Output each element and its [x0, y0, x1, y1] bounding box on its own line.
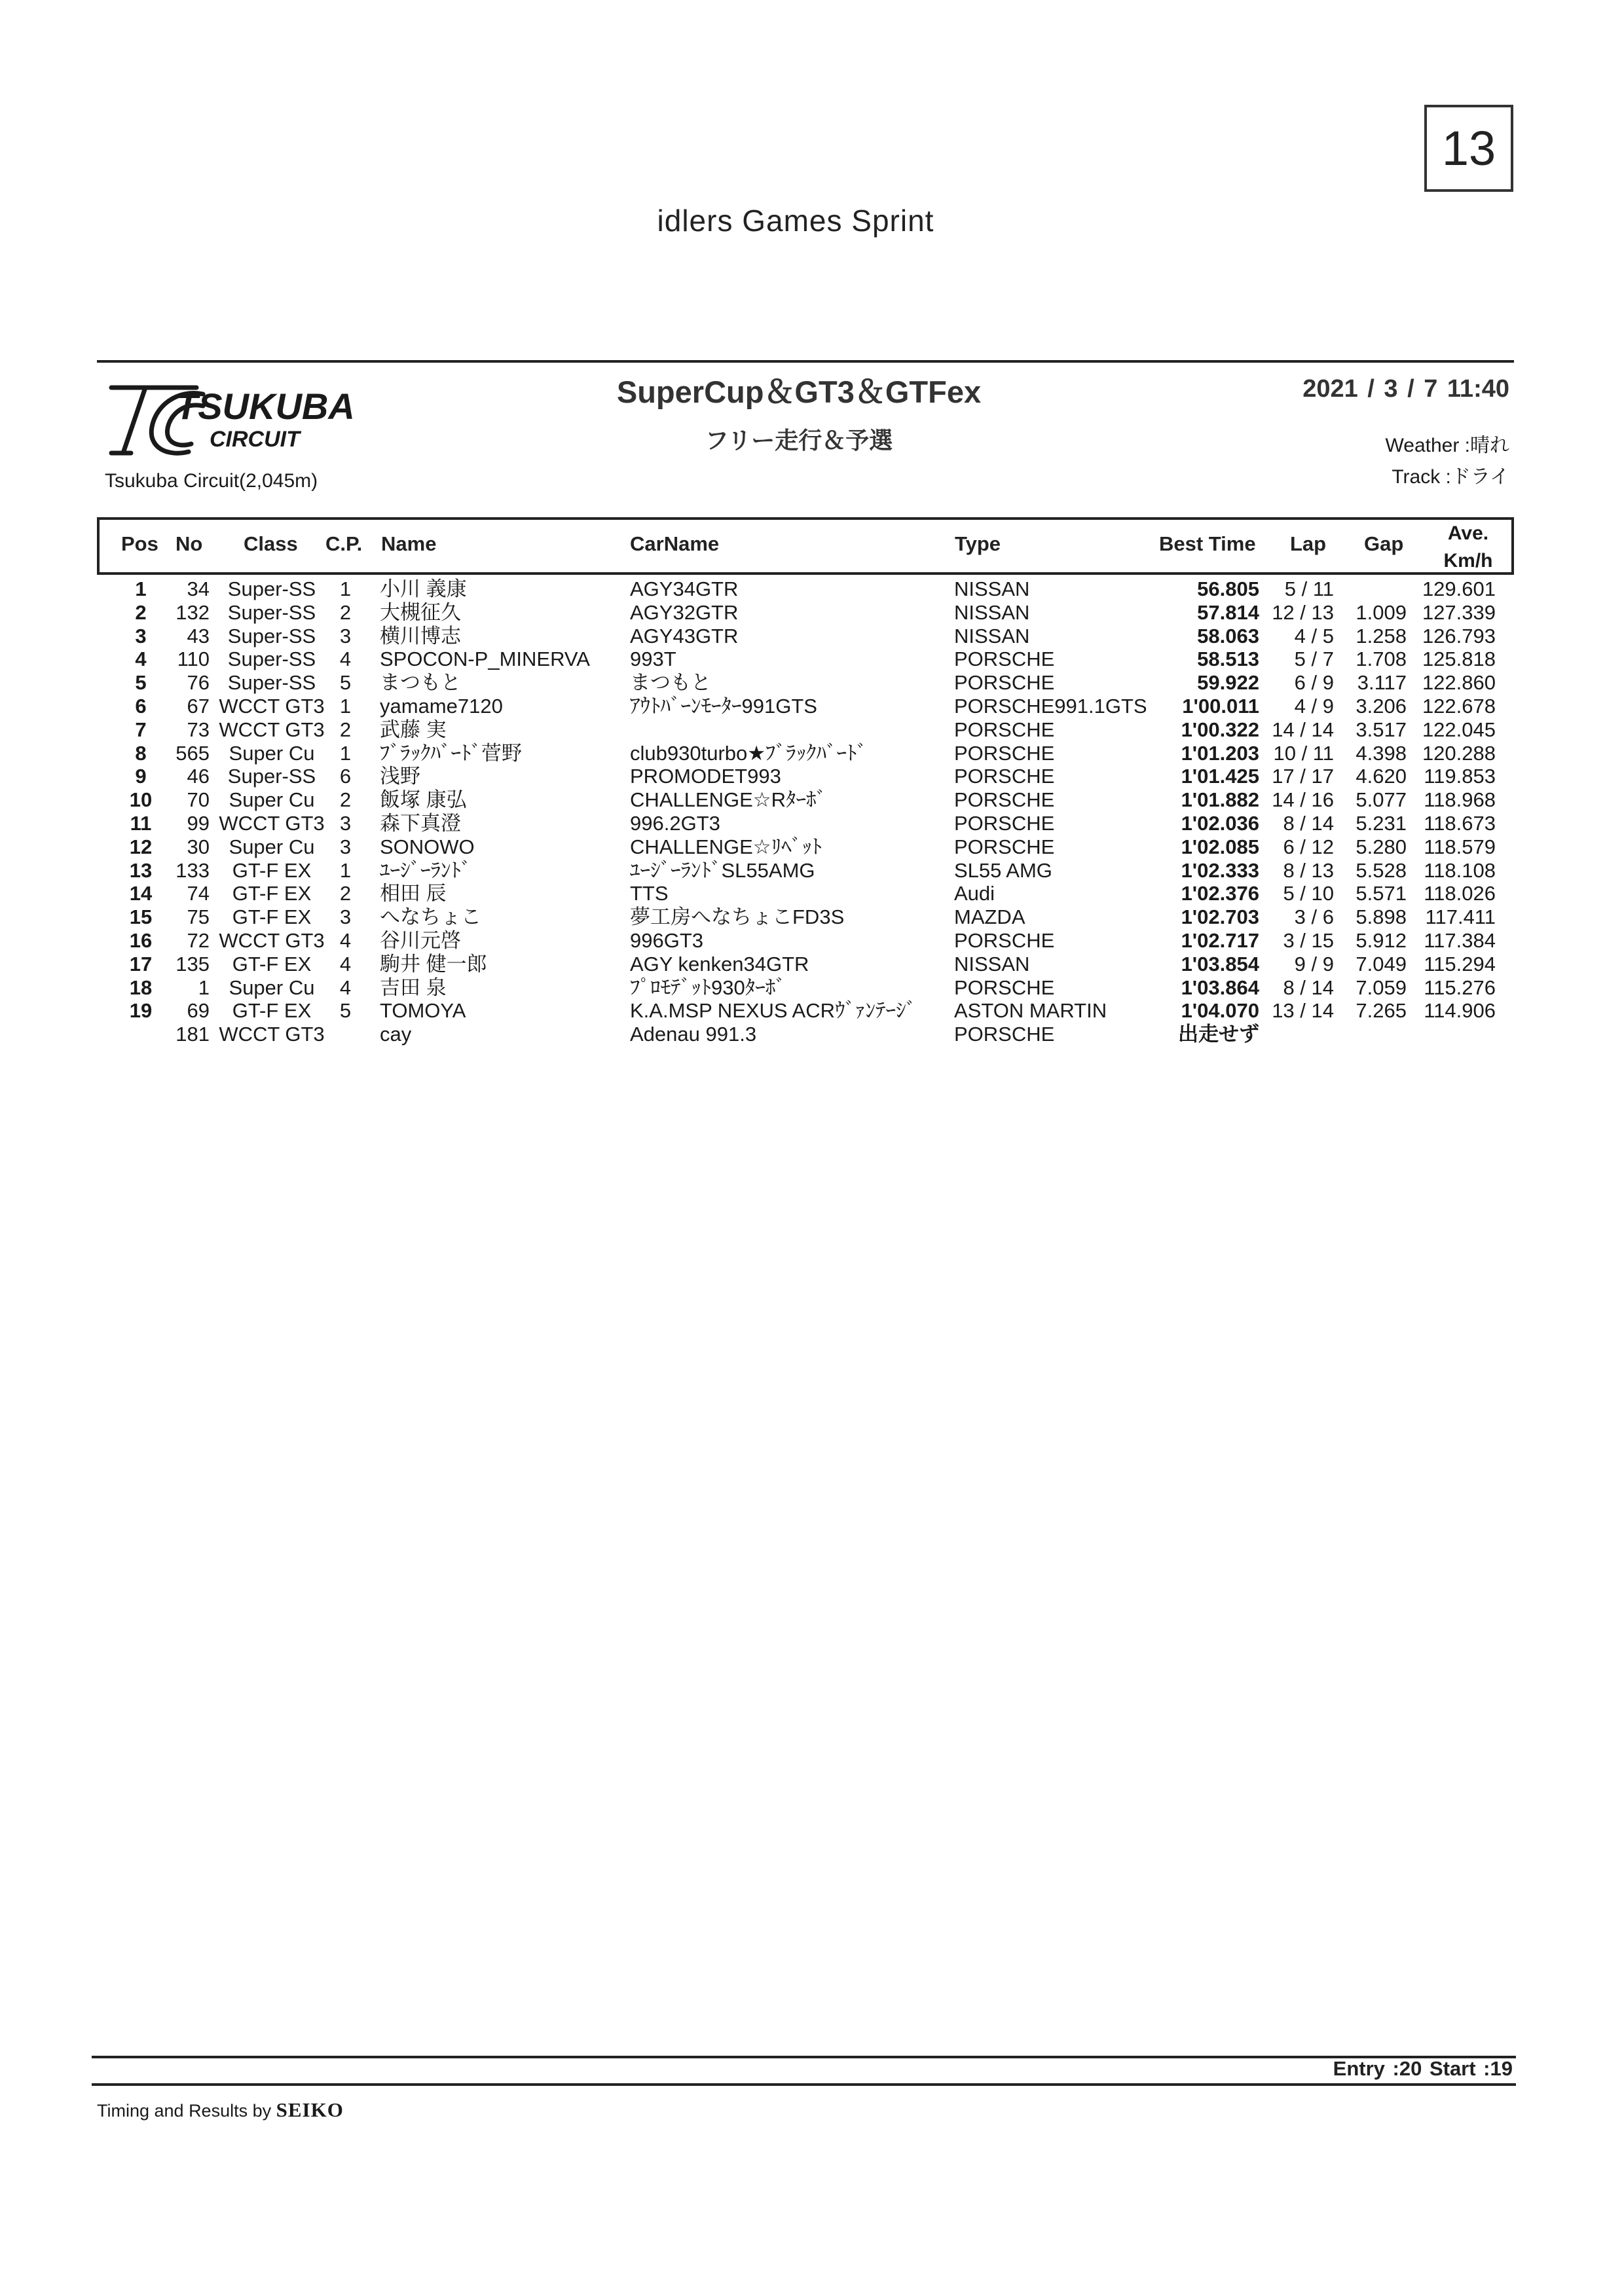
- cell-gap: 5.528: [1356, 858, 1407, 882]
- cell-name: 小川 義康: [380, 577, 467, 600]
- cell-ave: 125.818: [1422, 647, 1496, 671]
- cell-class: Super Cu: [229, 975, 315, 999]
- cell-carname: CHALLENGE☆ﾘﾍﾞｯﾄ: [630, 835, 822, 858]
- cell-type: ASTON MARTIN: [954, 999, 1107, 1023]
- cell-name: まつもと: [380, 671, 461, 695]
- cell-best-time: 1'02.085: [1181, 835, 1259, 858]
- cell-type: NISSAN: [954, 577, 1030, 600]
- cell-carname: AGY32GTR: [630, 600, 739, 624]
- cell-pos: 19: [129, 999, 153, 1023]
- cell-best-time: 58.513: [1197, 647, 1259, 671]
- cell-type: NISSAN: [954, 952, 1030, 975]
- cell-lap: 8 / 14: [1283, 811, 1334, 835]
- cell-best-time: 1'04.070: [1181, 999, 1259, 1023]
- cell-lap: 3 / 6: [1294, 905, 1334, 929]
- cell-no: 133: [175, 858, 210, 882]
- cell-name: 浅野: [380, 765, 420, 788]
- cell-carname: 996GT3: [630, 928, 704, 952]
- seiko-brand: SEIKO: [276, 2098, 344, 2121]
- cell-ave: 115.276: [1424, 975, 1496, 999]
- cell-carname: AGY34GTR: [630, 577, 739, 600]
- cell-carname: ﾌﾟﾛﾓﾃﾞｯﾄ930ﾀｰﾎﾞ: [630, 975, 786, 999]
- cell-no: 46: [187, 765, 210, 788]
- cell-no: 181: [175, 1023, 210, 1046]
- cell-no: 565: [175, 741, 210, 765]
- cell-pos: 5: [135, 671, 147, 695]
- cell-carname: TTS: [630, 882, 669, 905]
- header-lap: Lap: [1290, 532, 1327, 555]
- cell-lap: 5 / 7: [1294, 647, 1334, 671]
- cell-carname: CHALLENGE☆Rﾀｰﾎﾞ: [630, 788, 826, 812]
- cell-class: Super-SS: [227, 647, 316, 671]
- cell-lap: 10 / 11: [1273, 741, 1334, 765]
- cell-carname: 993T: [630, 647, 676, 671]
- cell-lap: 8 / 13: [1283, 858, 1334, 882]
- header-rule: [97, 360, 1514, 363]
- table-row: [0, 929, 1624, 953]
- cell-best-time: 1'01.425: [1181, 765, 1259, 788]
- footer-rule-top: [92, 2056, 1516, 2058]
- header-carname: CarName: [630, 532, 720, 555]
- cell-no: 75: [187, 905, 210, 929]
- table-row: [0, 1023, 1624, 1046]
- weather-label: Weather :晴れ: [1385, 435, 1509, 456]
- cell-cp: 5: [339, 999, 352, 1023]
- cell-ave: 126.793: [1422, 624, 1496, 647]
- cell-name: 飯塚 康弘: [380, 788, 467, 812]
- cell-type: PORSCHE: [954, 835, 1055, 858]
- cell-cp: 1: [339, 858, 352, 882]
- footer-rule-bottom: [92, 2083, 1516, 2086]
- cell-no: 70: [187, 788, 210, 812]
- cell-lap: 3 / 15: [1283, 928, 1334, 952]
- cell-type: NISSAN: [954, 600, 1030, 624]
- cell-name: yamame7120: [380, 694, 503, 718]
- cell-ave: 115.294: [1424, 952, 1496, 975]
- cell-cp: 3: [339, 905, 352, 929]
- results-table: [0, 577, 1624, 1046]
- cell-gap: 5.231: [1356, 811, 1407, 835]
- cell-class: GT-F EX: [232, 882, 312, 905]
- table-row: [0, 742, 1624, 765]
- cell-class: GT-F EX: [232, 858, 312, 882]
- cell-gap: 4.620: [1356, 765, 1407, 788]
- cell-best-time: 出走せず: [1178, 1023, 1259, 1046]
- header-gap: Gap: [1364, 532, 1404, 555]
- cell-cp: 1: [339, 694, 352, 718]
- cell-gap: 7.049: [1356, 952, 1407, 975]
- cell-gap: 4.398: [1356, 741, 1407, 765]
- cell-pos: 18: [129, 975, 153, 999]
- cell-best-time: 1'02.703: [1181, 905, 1259, 929]
- cell-class: GT-F EX: [232, 952, 312, 975]
- header-best-time: Best Time: [1159, 532, 1256, 555]
- cell-name: 横川博志: [380, 624, 461, 647]
- cell-ave: 118.026: [1424, 882, 1496, 905]
- cell-type: PORSCHE: [954, 647, 1055, 671]
- cell-gap: 7.059: [1356, 975, 1407, 999]
- table-row: [0, 601, 1624, 625]
- cell-no: 132: [175, 600, 210, 624]
- timing-credit: [97, 2098, 344, 2122]
- table-row: [0, 999, 1624, 1023]
- cell-best-time: 59.922: [1197, 671, 1259, 695]
- cell-carname: ﾕｰｼﾞｰﾗﾝﾄﾞSL55AMG: [630, 858, 815, 882]
- cell-no: 76: [187, 671, 210, 695]
- cell-type: PORSCHE: [954, 811, 1055, 835]
- cell-best-time: 57.814: [1197, 600, 1259, 624]
- cell-carname: まつもと: [630, 671, 711, 695]
- cell-best-time: 1'00.322: [1181, 718, 1259, 741]
- cell-name: 大槻征久: [380, 600, 461, 624]
- cell-no: 99: [187, 811, 210, 835]
- cell-pos: 10: [129, 788, 153, 812]
- table-row: [0, 905, 1624, 929]
- cell-best-time: 1'00.011: [1182, 694, 1259, 718]
- session-datetime: 2021 / 3 / 7 11:40: [1302, 375, 1509, 403]
- cell-best-time: 56.805: [1197, 577, 1259, 600]
- cell-no: 110: [177, 647, 210, 671]
- cell-ave: 122.045: [1422, 718, 1496, 741]
- cell-best-time: 1'02.376: [1181, 882, 1259, 905]
- table-row: [0, 695, 1624, 718]
- table-row: [0, 859, 1624, 883]
- cell-type: PORSCHE: [954, 1023, 1055, 1046]
- cell-gap: 7.265: [1356, 999, 1407, 1023]
- cell-class: Super Cu: [229, 835, 315, 858]
- cell-ave: 122.860: [1422, 671, 1496, 695]
- cell-class: WCCT GT3: [219, 811, 325, 835]
- table-row: [0, 976, 1624, 1000]
- cell-cp: 5: [339, 671, 352, 695]
- cell-gap: 3.517: [1356, 718, 1407, 741]
- cell-name: ﾕｰｼﾞｰﾗﾝﾄﾞ: [380, 858, 471, 882]
- cell-best-time: 58.063: [1197, 624, 1259, 647]
- cell-gap: 5.912: [1356, 928, 1407, 952]
- entry-start-count: Entry :20 Start :19: [1333, 2057, 1513, 2080]
- cell-pos: 7: [135, 718, 147, 741]
- cell-name: 相田 辰: [380, 882, 447, 905]
- cell-carname: K.A.MSP NEXUS ACRｳﾞｧﾝﾃｰｼﾞ: [630, 999, 916, 1023]
- cell-class: WCCT GT3: [219, 928, 325, 952]
- cell-gap: 5.077: [1356, 788, 1407, 812]
- cell-lap: 6 / 9: [1294, 671, 1334, 695]
- cell-pos: 8: [135, 741, 147, 765]
- cell-ave: 118.673: [1424, 811, 1496, 835]
- cell-lap: 14 / 16: [1272, 788, 1334, 812]
- cell-type: PORSCHE: [954, 741, 1055, 765]
- cell-name: SONOWO: [380, 835, 475, 858]
- cell-best-time: 1'02.036: [1181, 811, 1259, 835]
- cell-carname: AGY kenken34GTR: [630, 952, 809, 975]
- cell-gap: 5.898: [1356, 905, 1407, 929]
- header-no: No: [175, 532, 203, 555]
- cell-name: cay: [380, 1023, 412, 1046]
- cell-ave: 114.906: [1424, 999, 1496, 1023]
- cell-lap: 13 / 14: [1272, 999, 1334, 1023]
- timing-credit-text: Timing and Results by: [97, 2101, 276, 2121]
- cell-no: 43: [187, 624, 210, 647]
- cell-gap: 3.117: [1357, 671, 1407, 695]
- header-class: Class: [244, 532, 298, 555]
- cell-pos: 6: [135, 694, 147, 718]
- event-title: idlers Games Sprint: [657, 204, 934, 238]
- track-condition-label: Track :ドライ: [1392, 466, 1509, 488]
- cell-ave: 120.288: [1422, 741, 1496, 765]
- cell-lap: 17 / 17: [1272, 765, 1334, 788]
- cell-lap: 5 / 10: [1283, 882, 1334, 905]
- table-row: [0, 671, 1624, 695]
- cell-pos: 1: [135, 577, 147, 600]
- cell-ave: 117.411: [1425, 905, 1496, 929]
- cell-pos: 16: [129, 928, 153, 952]
- header-cp: C.P.: [325, 532, 363, 555]
- cell-lap: 12 / 13: [1272, 600, 1334, 624]
- table-row: [0, 812, 1624, 835]
- cell-class: WCCT GT3: [219, 1023, 325, 1046]
- cell-type: PORSCHE991.1GTS: [954, 694, 1147, 718]
- cell-gap: 3.206: [1356, 694, 1407, 718]
- header-ave-label: Ave.: [1447, 522, 1489, 544]
- table-row: [0, 882, 1624, 905]
- cell-name: 駒井 健一郎: [380, 952, 487, 975]
- cell-lap: 4 / 5: [1294, 624, 1334, 647]
- cell-cp: 3: [339, 811, 352, 835]
- cell-lap: 8 / 14: [1283, 975, 1334, 999]
- cell-ave: 127.339: [1422, 600, 1496, 624]
- cell-ave: 117.384: [1424, 928, 1496, 952]
- cell-ave: 119.853: [1424, 765, 1496, 788]
- cell-no: 34: [187, 577, 210, 600]
- cell-name: 吉田 泉: [380, 975, 447, 999]
- cell-name: 森下真澄: [380, 811, 461, 835]
- table-row: [0, 577, 1624, 601]
- header-type: Type: [955, 532, 1001, 555]
- cell-cp: 1: [339, 577, 352, 600]
- cell-type: PORSCHE: [954, 718, 1055, 741]
- cell-class: GT-F EX: [232, 905, 312, 929]
- cell-gap: 1.708: [1356, 647, 1407, 671]
- cell-carname: Adenau 991.3: [630, 1023, 757, 1046]
- table-row: [0, 788, 1624, 812]
- session-title: SuperCup＆GT3＆GTFex: [616, 374, 982, 409]
- table-row: [0, 953, 1624, 976]
- cell-name: ﾌﾞﾗｯｸﾊﾞｰﾄﾞ菅野: [380, 741, 522, 765]
- cell-cp: 2: [339, 788, 352, 812]
- cell-class: Super-SS: [227, 624, 316, 647]
- cell-class: Super-SS: [227, 600, 316, 624]
- cell-carname: club930turbo★ﾌﾞﾗｯｸﾊﾞｰﾄﾞ: [630, 741, 868, 765]
- cell-pos: 13: [129, 858, 153, 882]
- table-row: [0, 625, 1624, 648]
- cell-no: 73: [187, 718, 210, 741]
- cell-cp: 2: [339, 600, 352, 624]
- cell-gap: 1.258: [1356, 624, 1407, 647]
- cell-carname: AGY43GTR: [630, 624, 739, 647]
- cell-gap: 1.009: [1356, 600, 1407, 624]
- cell-ave: 122.678: [1422, 694, 1496, 718]
- cell-type: PORSCHE: [954, 788, 1055, 812]
- header-ave: [1422, 520, 1514, 575]
- page-number: 13: [1424, 105, 1513, 192]
- cell-cp: 4: [339, 975, 352, 999]
- cell-lap: 5 / 11: [1284, 577, 1334, 600]
- cell-best-time: 1'02.333: [1181, 858, 1259, 882]
- table-row: [0, 647, 1624, 671]
- cell-cp: 3: [339, 624, 352, 647]
- cell-name: 武藤 実: [380, 718, 447, 741]
- circuit-name: Tsukuba Circuit(2,045m): [105, 470, 318, 492]
- cell-no: 30: [187, 835, 210, 858]
- cell-class: Super Cu: [229, 788, 315, 812]
- cell-type: PORSCHE: [954, 975, 1055, 999]
- session-subtitle: フリー走行＆予選: [705, 427, 893, 454]
- cell-lap: 6 / 12: [1283, 835, 1334, 858]
- cell-lap: 14 / 14: [1272, 718, 1334, 741]
- cell-cp: 3: [339, 835, 352, 858]
- cell-lap: 4 / 9: [1294, 694, 1334, 718]
- cell-cp: 1: [339, 741, 352, 765]
- cell-type: PORSCHE: [954, 671, 1055, 695]
- cell-best-time: 1'03.854: [1181, 952, 1259, 975]
- cell-pos: 12: [129, 835, 153, 858]
- header-pos: Pos: [121, 532, 158, 555]
- cell-no: 67: [187, 694, 210, 718]
- table-row: [0, 835, 1624, 859]
- cell-lap: 9 / 9: [1294, 952, 1334, 975]
- cell-pos: 9: [135, 765, 147, 788]
- cell-class: WCCT GT3: [219, 694, 325, 718]
- cell-cp: 2: [339, 718, 352, 741]
- table-row: [0, 765, 1624, 788]
- cell-cp: 4: [339, 928, 352, 952]
- cell-carname: 996.2GT3: [630, 811, 720, 835]
- header-name: Name: [381, 532, 437, 555]
- cell-no: 72: [187, 928, 210, 952]
- cell-pos: 2: [135, 600, 147, 624]
- cell-type: SL55 AMG: [954, 858, 1052, 882]
- cell-carname: ｱｳﾄﾊﾞｰﾝﾓｰﾀｰ991GTS: [630, 694, 817, 718]
- cell-class: Super-SS: [227, 577, 316, 600]
- cell-no: 69: [187, 999, 210, 1023]
- cell-class: WCCT GT3: [219, 718, 325, 741]
- cell-name: へなちょこ: [380, 905, 481, 929]
- cell-type: NISSAN: [954, 624, 1030, 647]
- cell-name: SPOCON-P_MINERVA: [380, 647, 590, 671]
- cell-cp: 4: [339, 647, 352, 671]
- cell-pos: 3: [135, 624, 147, 647]
- cell-gap: 5.571: [1356, 882, 1407, 905]
- cell-gap: 5.280: [1356, 835, 1407, 858]
- cell-pos: 17: [129, 952, 153, 975]
- cell-class: Super Cu: [229, 741, 315, 765]
- header-ave-unit: Km/h: [1443, 550, 1493, 572]
- cell-class: GT-F EX: [232, 999, 312, 1023]
- cell-class: Super-SS: [227, 765, 316, 788]
- cell-name: 谷川元啓: [380, 928, 461, 952]
- cell-carname: 夢工房へなちょこFD3S: [630, 905, 845, 929]
- cell-best-time: 1'01.203: [1181, 741, 1259, 765]
- cell-type: MAZDA: [954, 905, 1025, 929]
- cell-best-time: 1'03.864: [1181, 975, 1259, 999]
- cell-ave: 118.968: [1424, 788, 1496, 812]
- cell-best-time: 1'02.717: [1181, 928, 1259, 952]
- cell-name: TOMOYA: [380, 999, 466, 1023]
- cell-class: Super-SS: [227, 671, 316, 695]
- cell-type: Audi: [954, 882, 995, 905]
- cell-pos: 11: [130, 811, 152, 835]
- cell-type: PORSCHE: [954, 928, 1055, 952]
- cell-pos: 4: [135, 647, 147, 671]
- cell-cp: 4: [339, 952, 352, 975]
- cell-no: 1: [198, 975, 210, 999]
- cell-best-time: 1'01.882: [1181, 788, 1259, 812]
- cell-ave: 118.579: [1424, 835, 1496, 858]
- cell-no: 135: [175, 952, 210, 975]
- cell-pos: 14: [129, 882, 153, 905]
- cell-carname: PROMODET993: [630, 765, 781, 788]
- cell-cp: 6: [339, 765, 352, 788]
- cell-type: PORSCHE: [954, 765, 1055, 788]
- logo-text-top: TSUKUBA: [175, 386, 355, 427]
- cell-no: 74: [187, 882, 210, 905]
- cell-cp: 2: [339, 882, 352, 905]
- cell-ave: 129.601: [1422, 577, 1496, 600]
- cell-ave: 118.108: [1424, 858, 1496, 882]
- table-row: [0, 718, 1624, 742]
- cell-pos: 15: [129, 905, 153, 929]
- logo-text-bottom: CIRCUIT: [210, 427, 300, 452]
